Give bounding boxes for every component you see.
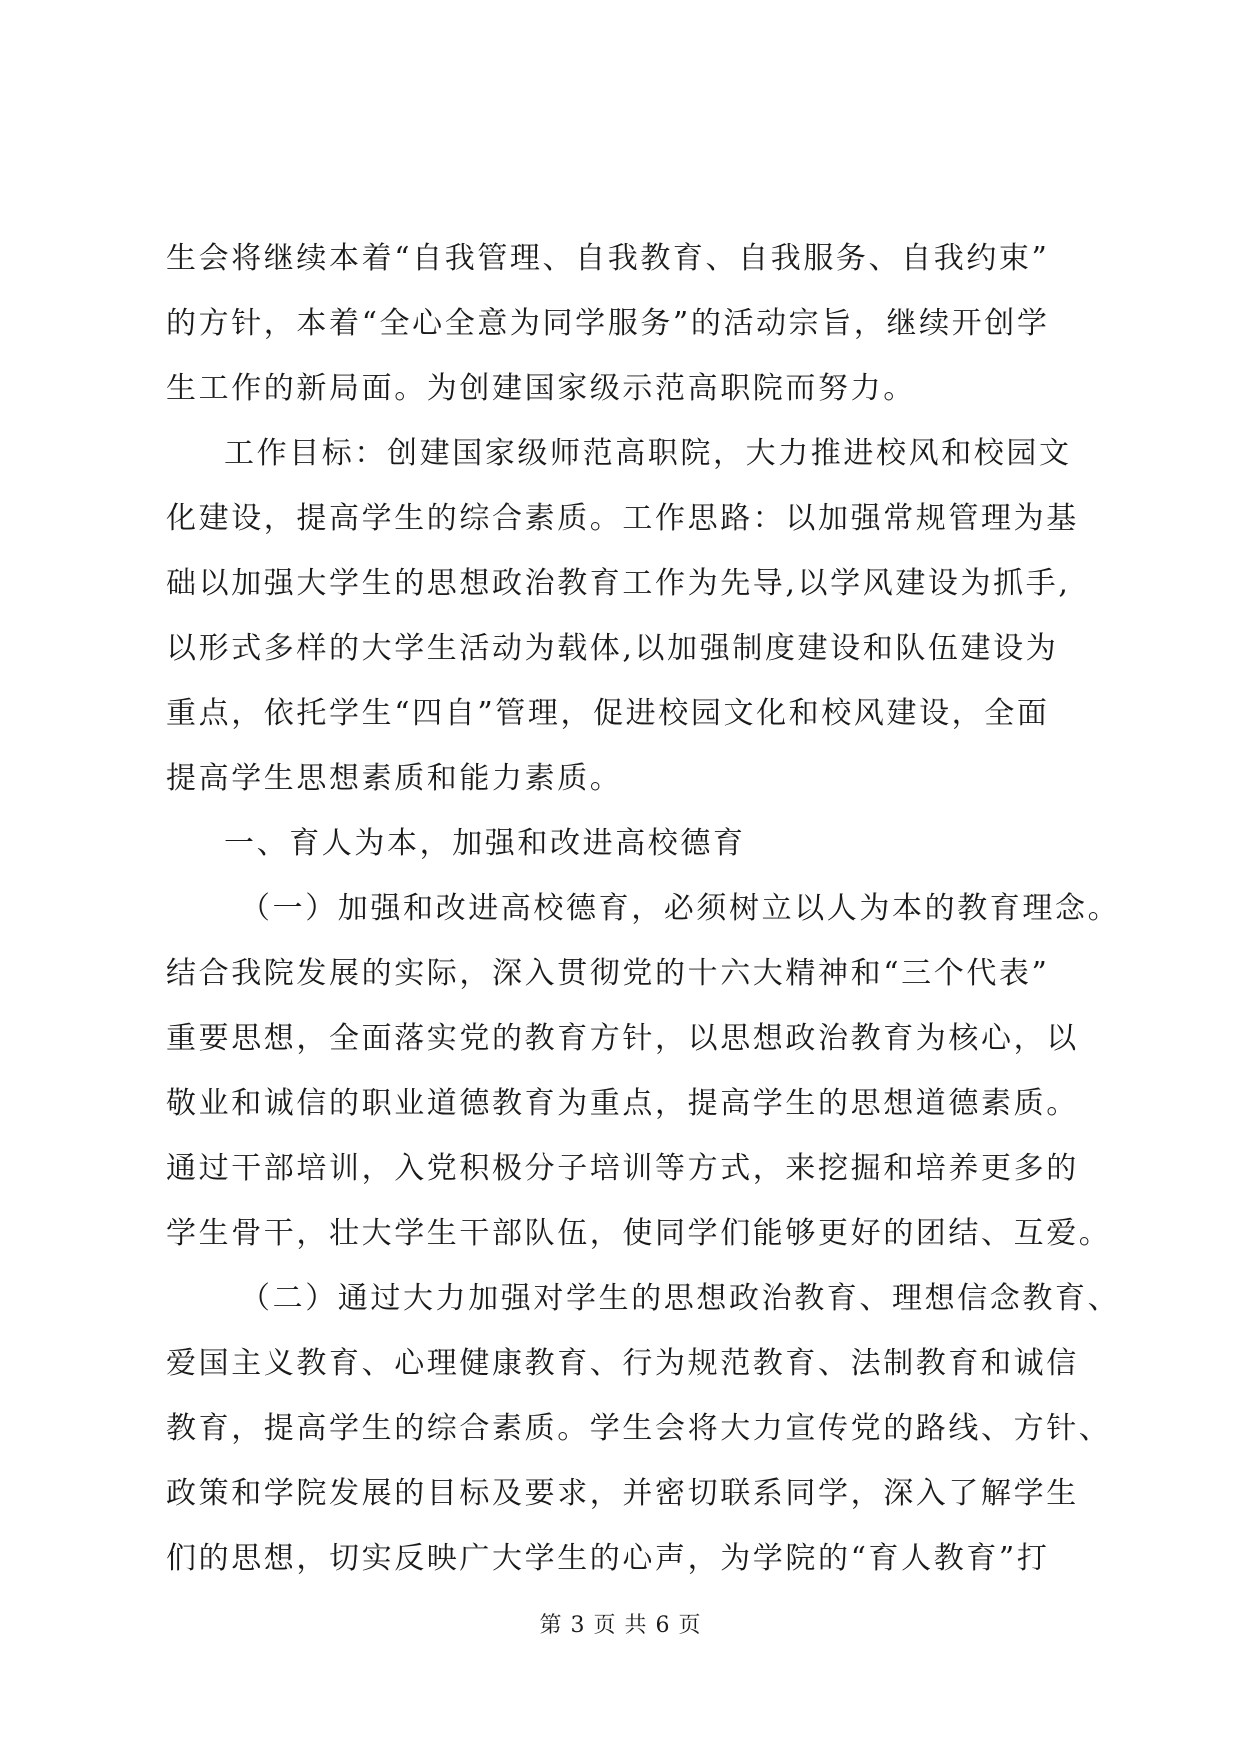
text-line: 生会将继续本着“自我管理、自我教育、自我服务、自我约束” [166, 241, 1050, 276]
text-line: 工作目标：创建国家级师范高职院，大力推进校风和校园文 [224, 436, 1072, 471]
page-number-footer: 第 3 页 共 6 页 [539, 1613, 702, 1638]
text-line: （一）加强和改进高校德育，必须树立以人为本的教育理念。 [240, 891, 1121, 926]
text-line: 政策和学院发展的目标及要求，并密切联系同学，深入了解学生 [166, 1476, 1079, 1511]
text-line: 重点，依托学生“四自”管理，促进校园文化和校风建设，全面 [166, 696, 1050, 731]
text-line: 爱国主义教育、心理健康教育、行为规范教育、法制教育和诚信 [166, 1346, 1079, 1381]
text-line: 础以加强大学生的思想政治教育工作为先导,以学风建设为抓手, [166, 566, 1071, 601]
text-line: 生工作的新局面。为创建国家级示范高职院而努力。 [166, 371, 916, 406]
section-heading: 一、育人为本，加强和改进高校德育 [224, 826, 746, 861]
text-line: 化建设，提高学生的综合素质。工作思路：以加强常规管理为基 [166, 501, 1079, 536]
text-line: （二）通过大力加强对学生的思想政治教育、理想信念教育、 [240, 1281, 1121, 1316]
text-line: 结合我院发展的实际，深入贯彻党的十六大精神和“三个代表” [166, 956, 1050, 991]
text-line: 们的思想，切实反映广大学生的心声，为学院的“育人教育”打 [166, 1541, 1050, 1576]
text-line: 以形式多样的大学生活动为载体,以加强制度建设和队伍建设为 [166, 631, 1059, 666]
text-line: 学生骨干，壮大学生干部队伍，使同学们能够更好的团结、互爱。 [166, 1216, 1112, 1251]
text-line: 敬业和诚信的职业道德教育为重点，提高学生的思想道德素质。 [166, 1086, 1079, 1121]
text-line: 的方针，本着“全心全意为同学服务”的活动宗旨，继续开创学 [166, 306, 1050, 341]
text-line: 重要思想，全面落实党的教育方针，以思想政治教育为核心，以 [166, 1021, 1079, 1056]
text-line: 教育，提高学生的综合素质。学生会将大力宣传党的路线、方针、 [166, 1411, 1112, 1446]
text-line: 提高学生思想素质和能力素质。 [166, 761, 623, 796]
text-line: 通过干部培训，入党积极分子培训等方式，来挖掘和培养更多的 [166, 1151, 1079, 1186]
document-body [166, 226, 1121, 1591]
